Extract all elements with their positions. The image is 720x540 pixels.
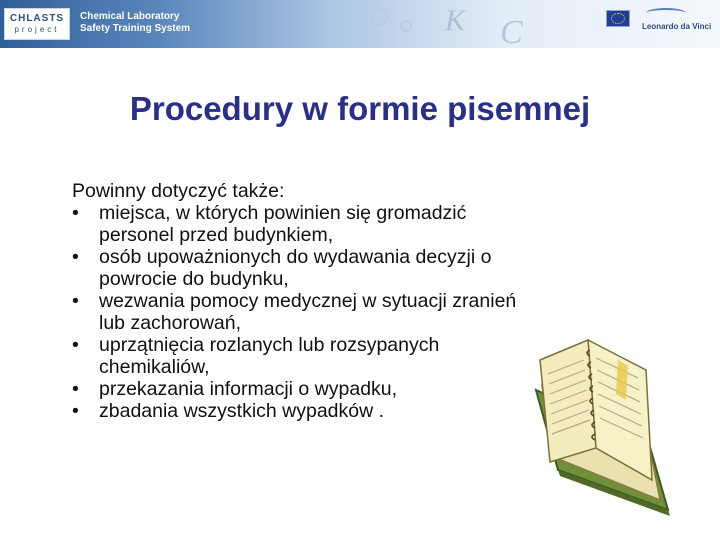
bullet-icon: •	[72, 400, 79, 422]
list-item: • wezwania pomocy medycznej w sytuacji zranień lub zachorowań,	[72, 290, 517, 334]
open-book-icon	[528, 330, 678, 520]
bullet-icon: •	[72, 334, 79, 356]
list-item: • uprzątnięcia rozlanych lub rozsypanych chemikaliów,	[72, 334, 440, 378]
bullet-icon: •	[72, 290, 79, 312]
slide-title: Procedury w formie pisemnej	[129, 90, 591, 127]
list-item: • zbadania wszystkich wypadków .	[72, 400, 385, 422]
bullet-icon: •	[72, 378, 79, 400]
bullet-icon: •	[72, 202, 79, 224]
list-item: • osób upoważnionych do wydawania decyzji o powrocie do budynku,	[72, 246, 492, 290]
swoosh-icon	[646, 8, 686, 18]
header-banner	[0, 0, 720, 48]
list-item: • przekazania informacji o wypadku,	[72, 378, 398, 400]
eu-flag-icon	[606, 10, 630, 27]
intro-text: Powinny dotyczyć także:	[72, 180, 285, 202]
banner-title-line2: Safety Training System	[80, 23, 191, 34]
list-item: • miejsca, w których powinien się gromadzić personel przed budynkiem,	[72, 202, 467, 246]
banner-title	[80, 11, 190, 35]
banner-decoration: K C	[330, 0, 590, 48]
leonardo-da-vinci-logo[interactable]: Leonardo da Vinci	[640, 6, 716, 36]
bullet-icon: •	[72, 246, 79, 268]
project-logo[interactable]: CHLASTS project	[4, 8, 70, 40]
banner-title-line1: Chemical Laboratory	[80, 11, 180, 22]
